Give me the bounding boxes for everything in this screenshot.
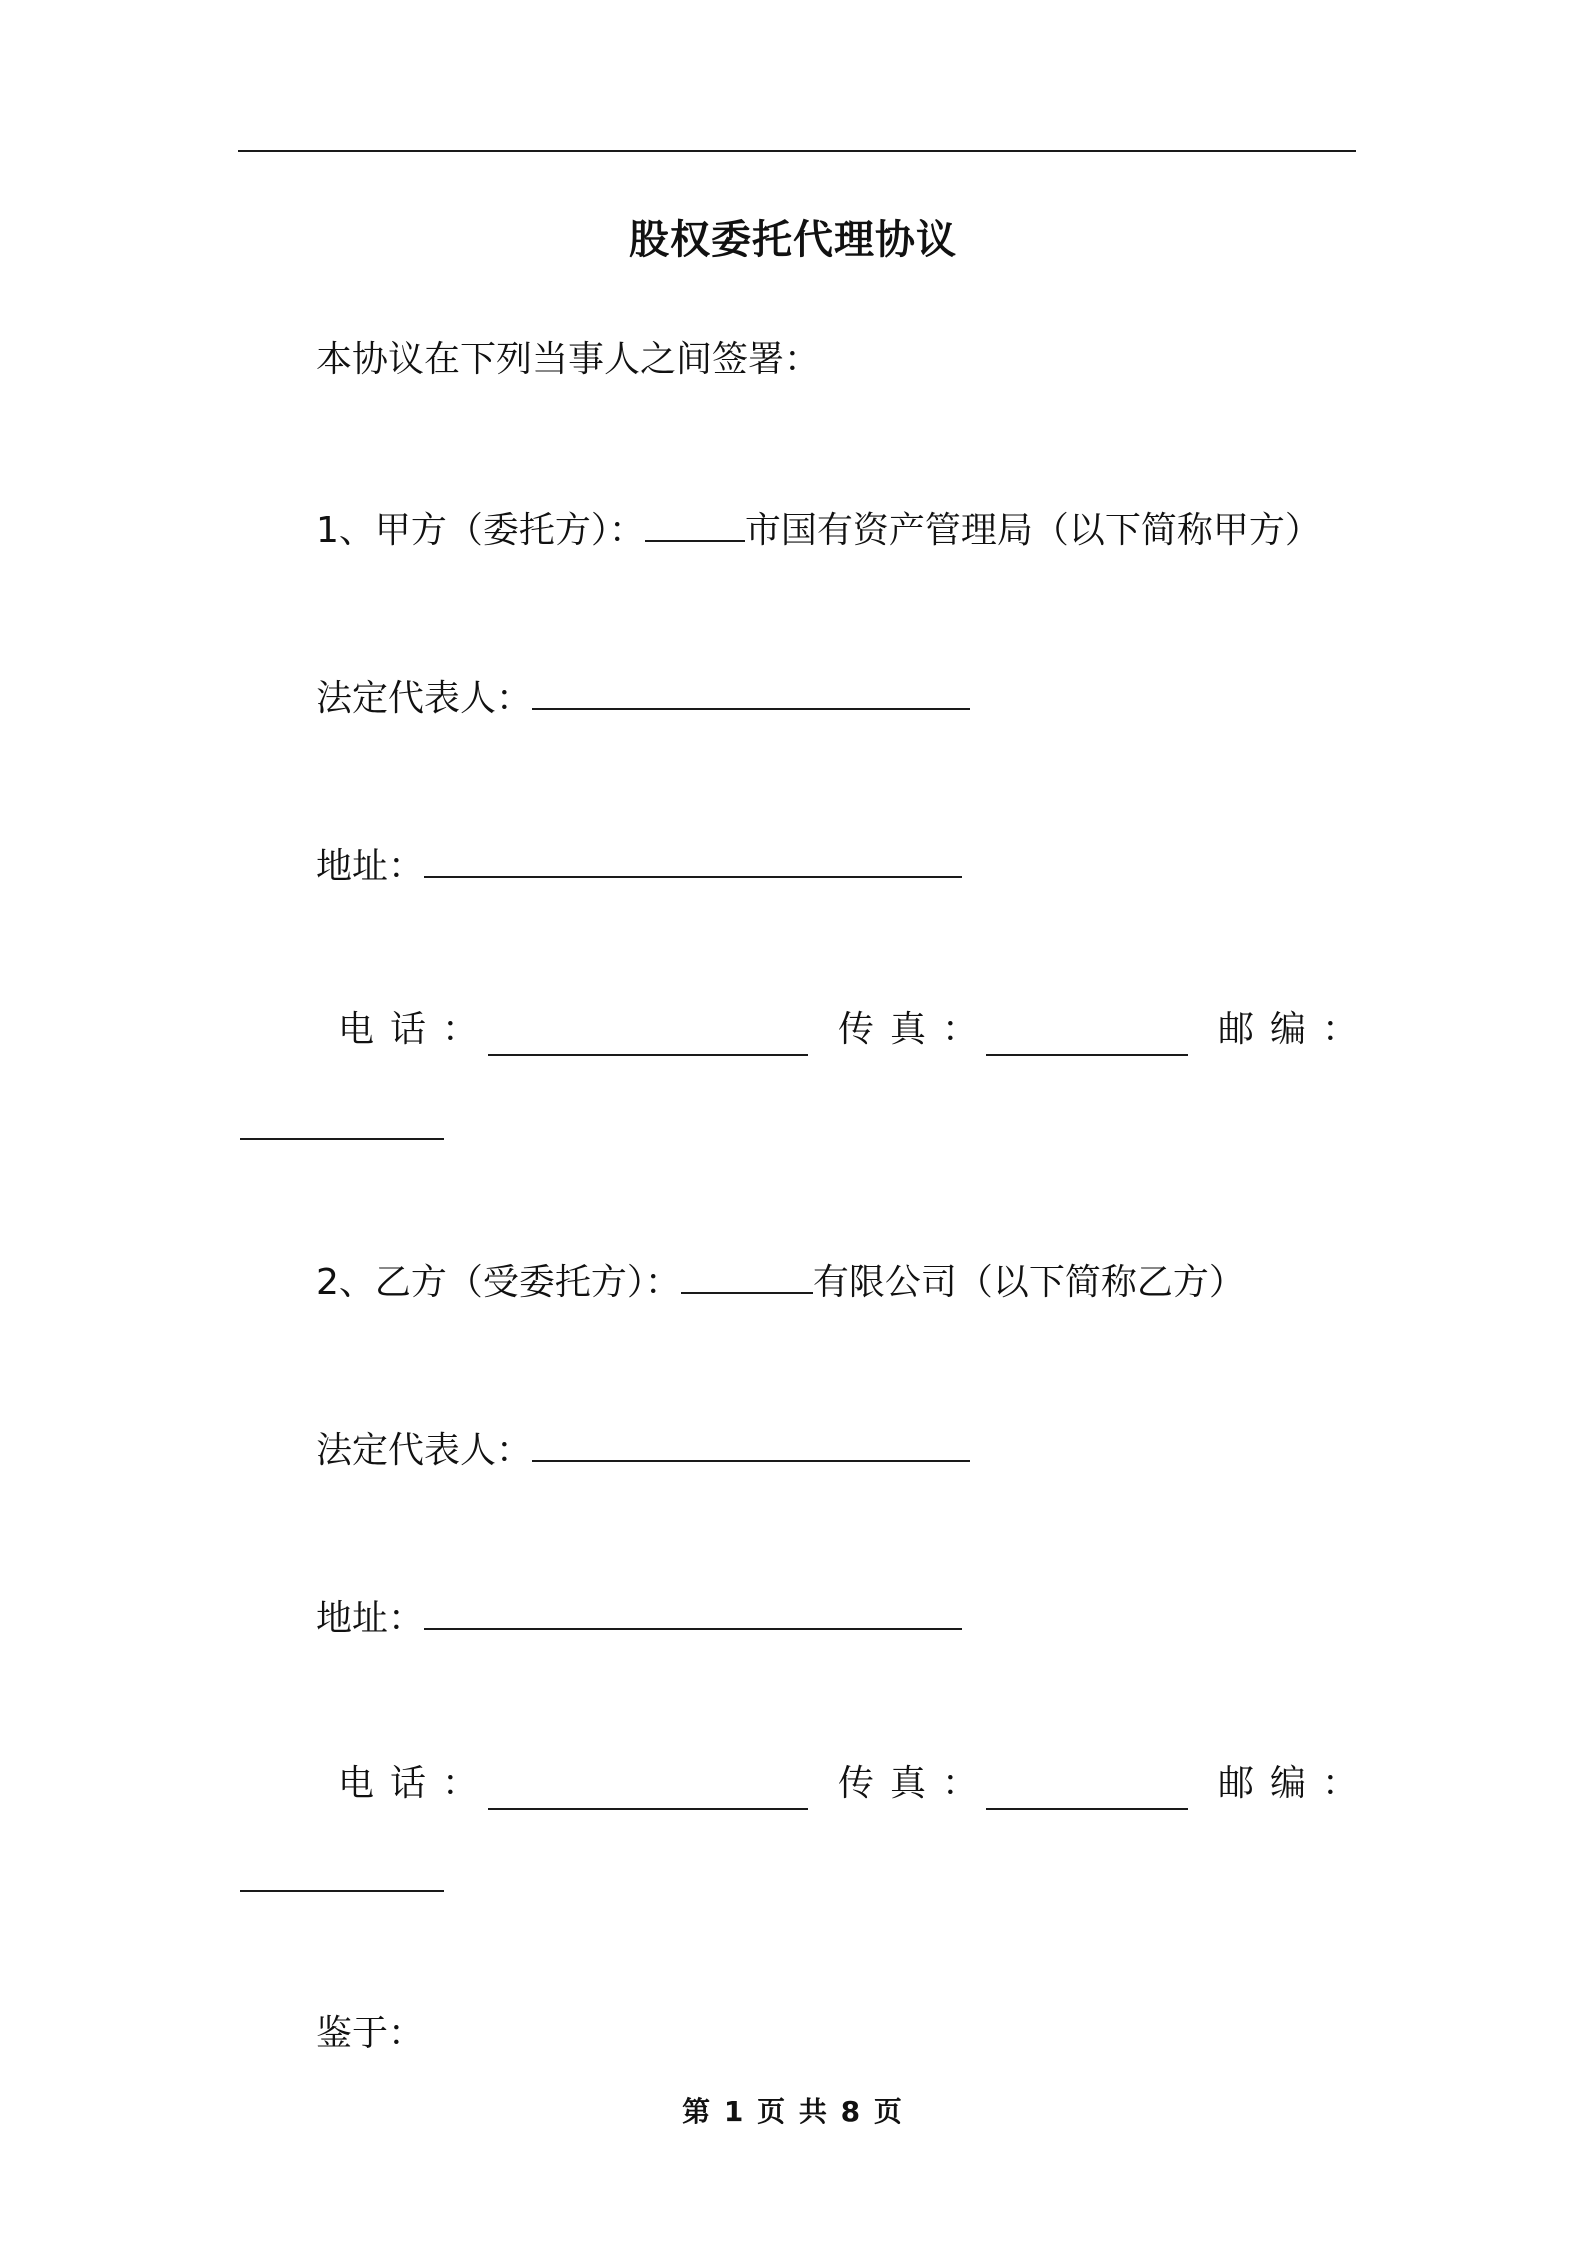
party-b-heading — [316, 1256, 1245, 1307]
party-a-address-label: 地址： — [316, 846, 425, 887]
party-b-name-blank — [681, 1256, 813, 1294]
party-b-heading-prefix: 2、乙方（受委托方）： — [316, 1262, 681, 1303]
party-a-postcode-blank — [240, 1138, 444, 1140]
party-b-phone-label: 电话： — [338, 1763, 495, 1804]
party-a-heading — [316, 504, 1321, 555]
party-b-address-blank — [424, 1592, 962, 1630]
party-a-legal-rep-label: 法定代表人： — [316, 678, 533, 719]
intro-paragraph: 本协议在下列当事人之间签署： — [316, 339, 821, 380]
party-b-postcode-label: 邮编： — [1218, 1763, 1375, 1804]
party-b-postcode-blank — [240, 1890, 444, 1892]
party-a-legal-rep — [316, 672, 970, 723]
party-a-legal-rep-blank — [532, 672, 970, 710]
page-footer: 第 1 页 共 8 页 — [682, 2095, 904, 2128]
party-a-phone-blank — [488, 1054, 808, 1056]
party-b-phone-blank — [488, 1808, 808, 1810]
party-a-fax-label: 传真： — [838, 1009, 995, 1050]
header-rule — [238, 150, 1356, 152]
party-b-address — [316, 1592, 962, 1643]
party-b-fax-label: 传真： — [838, 1763, 995, 1804]
party-a-fax-blank — [986, 1054, 1188, 1056]
party-a-address — [316, 840, 962, 891]
document-title: 股权委托代理协议 — [629, 217, 957, 263]
party-b-fax-blank — [986, 1808, 1188, 1810]
party-a-postcode-label: 邮编： — [1218, 1009, 1375, 1050]
party-a-phone-label: 电话： — [338, 1009, 495, 1050]
party-b-address-label: 地址： — [316, 1598, 425, 1639]
whereas-paragraph: 鉴于： — [316, 2013, 425, 2054]
party-b-legal-rep-blank — [532, 1424, 970, 1462]
party-a-address-blank — [424, 840, 962, 878]
party-b-legal-rep — [316, 1424, 970, 1475]
party-a-heading-prefix: 1、甲方（委托方）： — [316, 510, 645, 551]
party-a-name-blank — [645, 504, 745, 542]
party-b-heading-suffix: 有限公司（以下简称乙方） — [812, 1262, 1245, 1303]
party-a-heading-suffix: 市国有资产管理局（以下简称甲方） — [744, 510, 1321, 551]
party-b-legal-rep-label: 法定代表人： — [316, 1430, 533, 1471]
